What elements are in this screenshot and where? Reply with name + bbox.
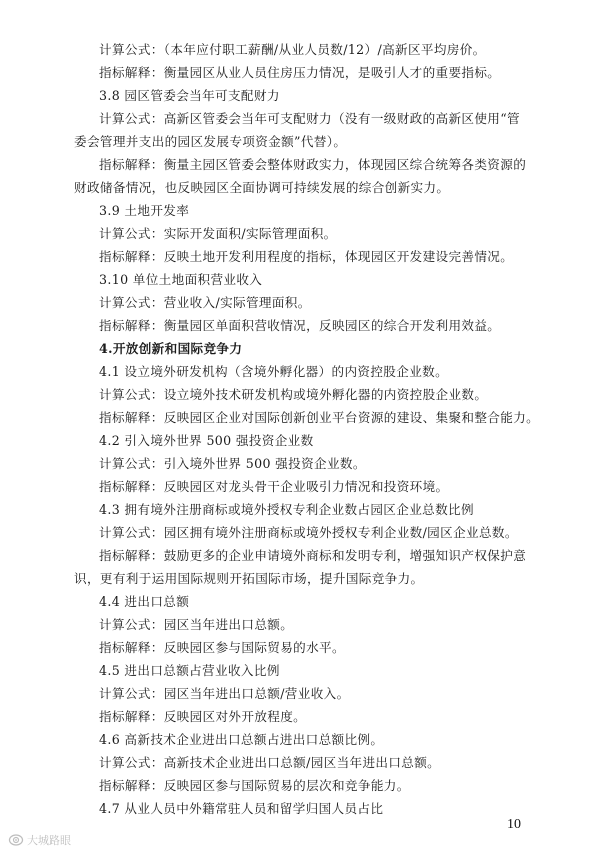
- text-line: 计算公式：园区拥有境外注册商标或境外授权专利企业数/园区企业总数。: [99, 525, 518, 540]
- text-line: 指标解释：反映园区参与国际贸易的水平。: [99, 640, 345, 655]
- text-line: 计算公式：园区当年进出口总额/营业收入。: [99, 686, 350, 701]
- text-line: 计算公式：高新技术企业进出口总额/园区当年进出口总额。: [99, 755, 441, 770]
- text-line: 识，更有利于运用国际规则开拓国际市场，提升国际竞争力。: [74, 571, 424, 586]
- text-line: 计算公式：高新区管委会当年可支配财力（没有一级财政的高新区使用“管: [99, 111, 520, 126]
- text-line: 指标解释：反映园区对外开放程度。: [99, 709, 307, 724]
- section-heading: 4.4 进出口总额: [99, 594, 190, 609]
- text-line: 指标解释：衡量园区从业人员住房压力情况，是吸引人才的重要指标。: [99, 65, 501, 80]
- section-heading: 4.3 拥有境外注册商标或境外授权专利企业数占园区企业总数比例: [99, 502, 474, 517]
- text-line: 委会管理并支出的园区发展专项资金额”代替）。: [74, 134, 347, 149]
- text-line: 指标解释：反映园区企业对国际创新创业平台资源的建设、集聚和整合能力。: [99, 410, 540, 425]
- logo-icon: [8, 833, 24, 847]
- section-heading: 4.6 高新技术企业进出口总额占进出口总额比例。: [99, 732, 384, 747]
- text-line: 计算公式：（本年应付职工薪酬/从业人员数/12）/高新区平均房价。: [99, 42, 486, 57]
- section-heading: 4.5 进出口总额占营业收入比例: [99, 663, 280, 678]
- section-heading: 3.9 土地开发率: [99, 203, 190, 218]
- text-line: 指标解释：反映土地开发利用程度的指标，体现园区开发建设完善情况。: [99, 249, 514, 264]
- text-line: 计算公式：营业收入/实际管理面积。: [99, 295, 311, 310]
- text-line: 指标解释：反映园区参与国际贸易的层次和竞争能力。: [99, 778, 410, 793]
- section-heading: 4.1 设立境外研发机构（含境外孵化器）的内资控股企业数。: [99, 364, 449, 379]
- text-line: 计算公式：设立境外技术研发机构或境外孵化器的内资控股企业数。: [99, 387, 488, 402]
- section-heading: 3.10 单位土地面积营业收入: [99, 272, 263, 287]
- text-line: 财政储备情况，也反映园区全面协调可持续发展的综合创新实力。: [74, 180, 450, 195]
- watermark-text: 大城路眼: [27, 834, 71, 847]
- text-line: 计算公式：实际开发面积/实际管理面积。: [99, 226, 337, 241]
- chapter-heading: 4.开放创新和国际竞争力: [99, 341, 243, 356]
- watermark: [8, 832, 71, 848]
- section-heading: 3.8 园区管委会当年可支配财力: [99, 88, 280, 103]
- text-line: 指标解释：衡量主园区管委会整体财政实力，体现园区综合统筹各类资源的: [99, 157, 527, 172]
- text-line: 指标解释：反映园区对龙头骨干企业吸引力情况和投资环境。: [99, 479, 449, 494]
- text-line: 指标解释：鼓励更多的企业申请境外商标和发明专利，增强知识产权保护意: [99, 548, 527, 563]
- text-line: 计算公式：园区当年进出口总额。: [99, 617, 294, 632]
- section-heading: 4.7 从业人员中外籍常驻人员和留学归国人员占比: [99, 801, 384, 816]
- page-number: 10: [507, 817, 521, 832]
- section-heading: 4.2 引入境外世界 500 强投资企业数: [99, 433, 314, 448]
- text-line: 计算公式：引入境外世界 500 强投资企业数。: [99, 456, 366, 471]
- text-line: 指标解释：衡量园区单面积营收情况，反映园区的综合开发利用效益。: [99, 318, 501, 333]
